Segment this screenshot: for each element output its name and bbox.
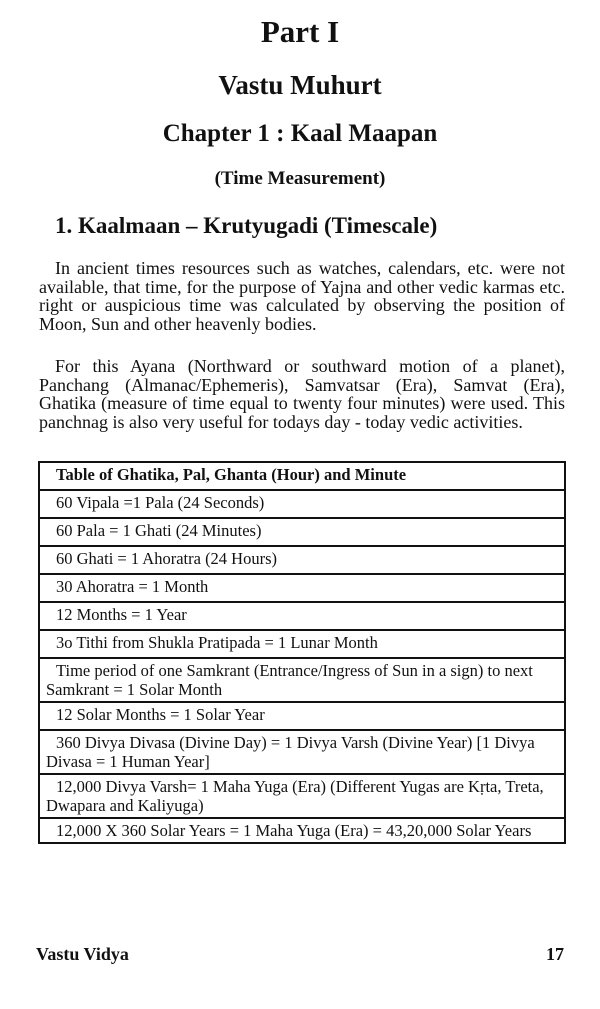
time-units-table bbox=[38, 461, 566, 844]
table-header-row bbox=[39, 462, 565, 490]
table-row bbox=[39, 546, 565, 574]
table-cell: 30 Ahoratra = 1 Month bbox=[39, 574, 565, 602]
table-row bbox=[39, 602, 565, 630]
chapter-heading: Chapter 1 : Kaal Maapan bbox=[162, 120, 438, 147]
table-cell: 360 Divya Divasa (Divine Day) = 1 Divya Varsh (Divine Year) [1 Divya Divasa = 1 Human Year] bbox=[39, 730, 565, 774]
table-row bbox=[39, 730, 565, 774]
table-cell: 60 Ghati = 1 Ahoratra (24 Hours) bbox=[39, 546, 565, 574]
table-row bbox=[39, 658, 565, 702]
table-row bbox=[39, 490, 565, 518]
table-cell: Time period of one Samkrant (Entrance/Ingress of Sun in a sign) to next Samkrant = 1 Solar Month bbox=[39, 658, 565, 702]
footer-book-title: Vastu Vidya bbox=[36, 944, 129, 964]
table-row bbox=[39, 574, 565, 602]
paragraph: In ancient times resources such as watches, calendars, etc. were not available, that time, for the purpose of Yajna and other vedic karmas etc. right or auspicious time was calculated by observing the position of Moon, Sun and other heavenly bodies. bbox=[39, 258, 565, 334]
paragraph: For this Ayana (Northward or southward motion of a planet), Panchang (Almanac/Ephemeris), Samvatsar (Era), Samvat (Era), Ghatika (measure of time equal to twenty four minutes) were used. This panchnag is also very useful for todays day - today vedic activities. bbox=[39, 356, 565, 432]
table-title: Table of Ghatika, Pal, Ghanta (Hour) and Minute bbox=[39, 462, 565, 490]
table-cell: 60 Vipala =1 Pala (24 Seconds) bbox=[39, 490, 565, 518]
table-cell: 60 Pala = 1 Ghati (24 Minutes) bbox=[39, 518, 565, 546]
table-row bbox=[39, 774, 565, 818]
table-row bbox=[39, 518, 565, 546]
part-heading: Part I bbox=[260, 14, 340, 49]
table-cell: 12 Months = 1 Year bbox=[39, 602, 565, 630]
table-cell: 12,000 X 360 Solar Years = 1 Maha Yuga (Era) = 43,20,000 Solar Years bbox=[39, 818, 565, 843]
table-row bbox=[39, 818, 565, 843]
part-title: Vastu Muhurt bbox=[218, 70, 382, 100]
section-heading: 1. Kaalmaan – Krutyugadi (Timescale) bbox=[55, 213, 438, 238]
table-cell: 12 Solar Months = 1 Solar Year bbox=[39, 702, 565, 730]
table-cell: 12,000 Divya Varsh= 1 Maha Yuga (Era) (Different Yugas are Kṛta, Treta, Dwapara and Kaliyuga) bbox=[39, 774, 565, 818]
table-cell: 3o Tithi from Shukla Pratipada = 1 Lunar Month bbox=[39, 630, 565, 658]
footer-page-number: 17 bbox=[546, 944, 564, 964]
chapter-subtitle: (Time Measurement) bbox=[214, 168, 386, 189]
table-row bbox=[39, 630, 565, 658]
table-row bbox=[39, 702, 565, 730]
